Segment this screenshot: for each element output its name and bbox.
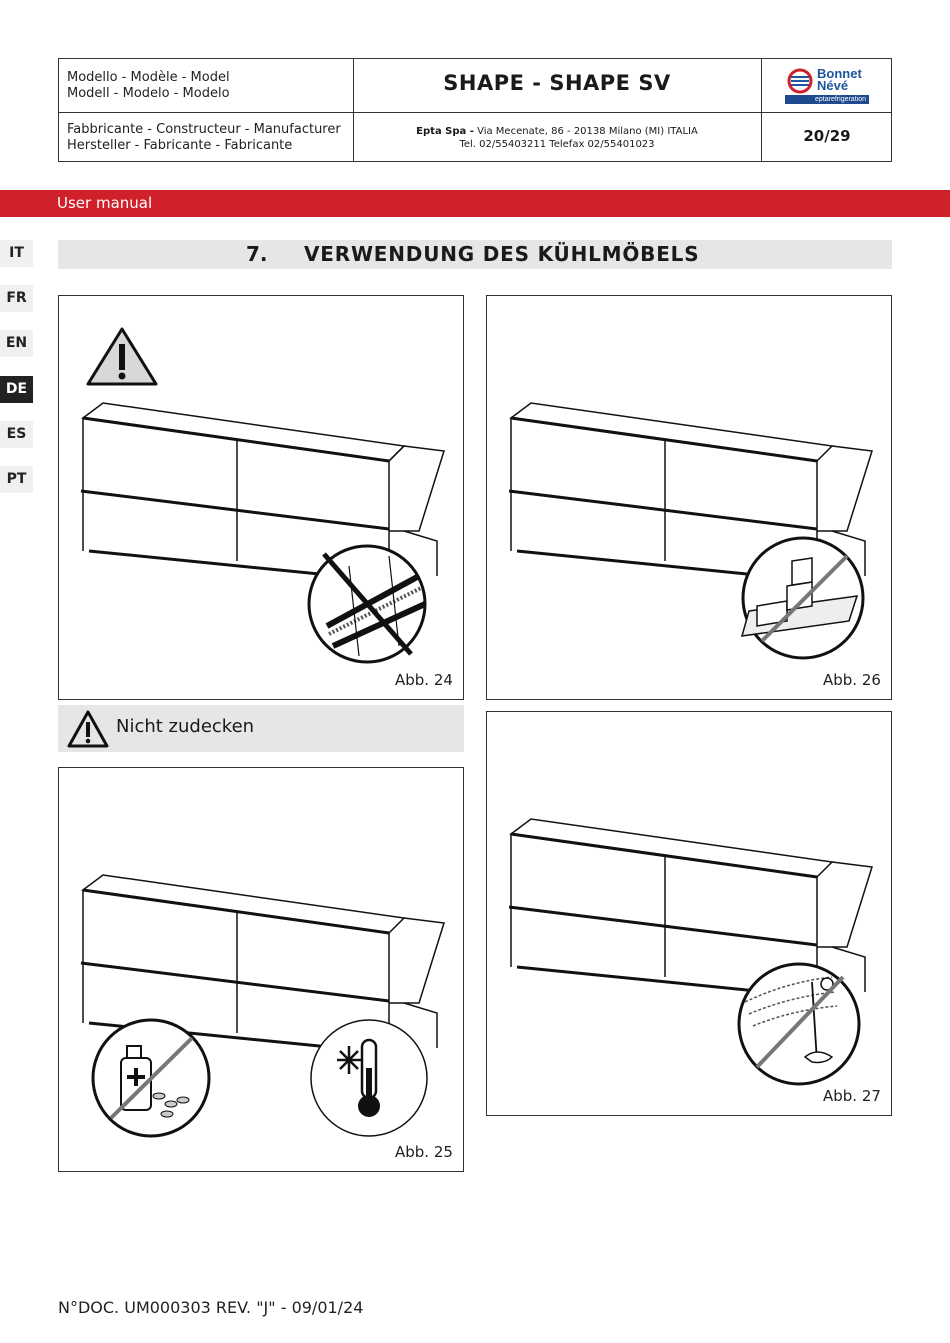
lang-tab-es[interactable]: ES xyxy=(0,421,33,448)
figure-24 xyxy=(58,295,464,700)
figure-27 xyxy=(486,711,892,1116)
figure-26-caption: Abb. 26 xyxy=(823,671,881,689)
logo-line-1: Bonnet xyxy=(817,66,862,81)
manual-band xyxy=(0,190,950,217)
lang-tab-fr[interactable]: FR xyxy=(0,285,33,312)
figure-25-drawing xyxy=(59,768,465,1173)
warning-triangle-icon xyxy=(88,329,156,384)
company-address: Via Mecenate, 86 - 20138 Milano (MI) ITALIA xyxy=(473,126,698,137)
figure-27-caption: Abb. 27 xyxy=(823,1087,881,1105)
document-footer: N°DOC. UM000303 REV. "J" - 09/01/24 xyxy=(58,1298,364,1317)
no-stacking-icon xyxy=(742,538,863,658)
header-table xyxy=(58,58,892,162)
manufacturer-label-2: Hersteller - Fabricante - Fabricante xyxy=(67,138,293,153)
lang-tab-pt[interactable]: PT xyxy=(0,466,33,493)
warning-icon xyxy=(66,709,110,749)
no-chemicals-icon xyxy=(93,1020,209,1136)
figure-26-drawing xyxy=(487,296,893,701)
brand-logo xyxy=(785,67,869,105)
section-title: VERWENDUNG DES KÜHLMÖBELS xyxy=(304,242,700,266)
figure-26 xyxy=(486,295,892,700)
model-label-1: Modello - Modèle - Model xyxy=(67,70,230,85)
manufacturer-label-1: Fabbricante - Constructeur - Manufacturer xyxy=(67,122,341,137)
section-number: 7. xyxy=(246,242,268,266)
logo-subtitle: eptarefrigeration xyxy=(785,95,869,104)
no-water-jet-icon xyxy=(739,964,859,1084)
warning-bar xyxy=(58,705,464,752)
warning-text: Nicht zudecken xyxy=(116,716,255,737)
figure-25-caption: Abb. 25 xyxy=(395,1143,453,1161)
company-phone: Tel. 02/55403211 Telefax 02/55401023 xyxy=(459,139,655,150)
section-heading xyxy=(58,240,892,269)
logo-line-2: Névé xyxy=(817,78,849,93)
figure-24-drawing xyxy=(59,296,465,701)
figure-25 xyxy=(58,767,464,1172)
thermometer-icon xyxy=(311,1020,427,1136)
lang-tab-it[interactable]: IT xyxy=(0,240,33,267)
lang-tab-en[interactable]: EN xyxy=(0,330,33,357)
manufacturer-address xyxy=(353,125,761,151)
page-number: 20/29 xyxy=(803,127,851,145)
model-label-2: Modell - Modelo - Modelo xyxy=(67,86,230,101)
figure-27-drawing xyxy=(487,712,893,1117)
figure-24-caption: Abb. 24 xyxy=(395,671,453,689)
manual-band-label: User manual xyxy=(57,194,153,212)
lang-tab-de[interactable]: DE xyxy=(0,376,33,403)
company-name: Epta Spa - xyxy=(416,126,474,137)
logo-icon xyxy=(785,67,815,95)
detail-circle-24 xyxy=(309,546,425,662)
document-title: SHAPE - SHAPE SV xyxy=(443,71,671,95)
